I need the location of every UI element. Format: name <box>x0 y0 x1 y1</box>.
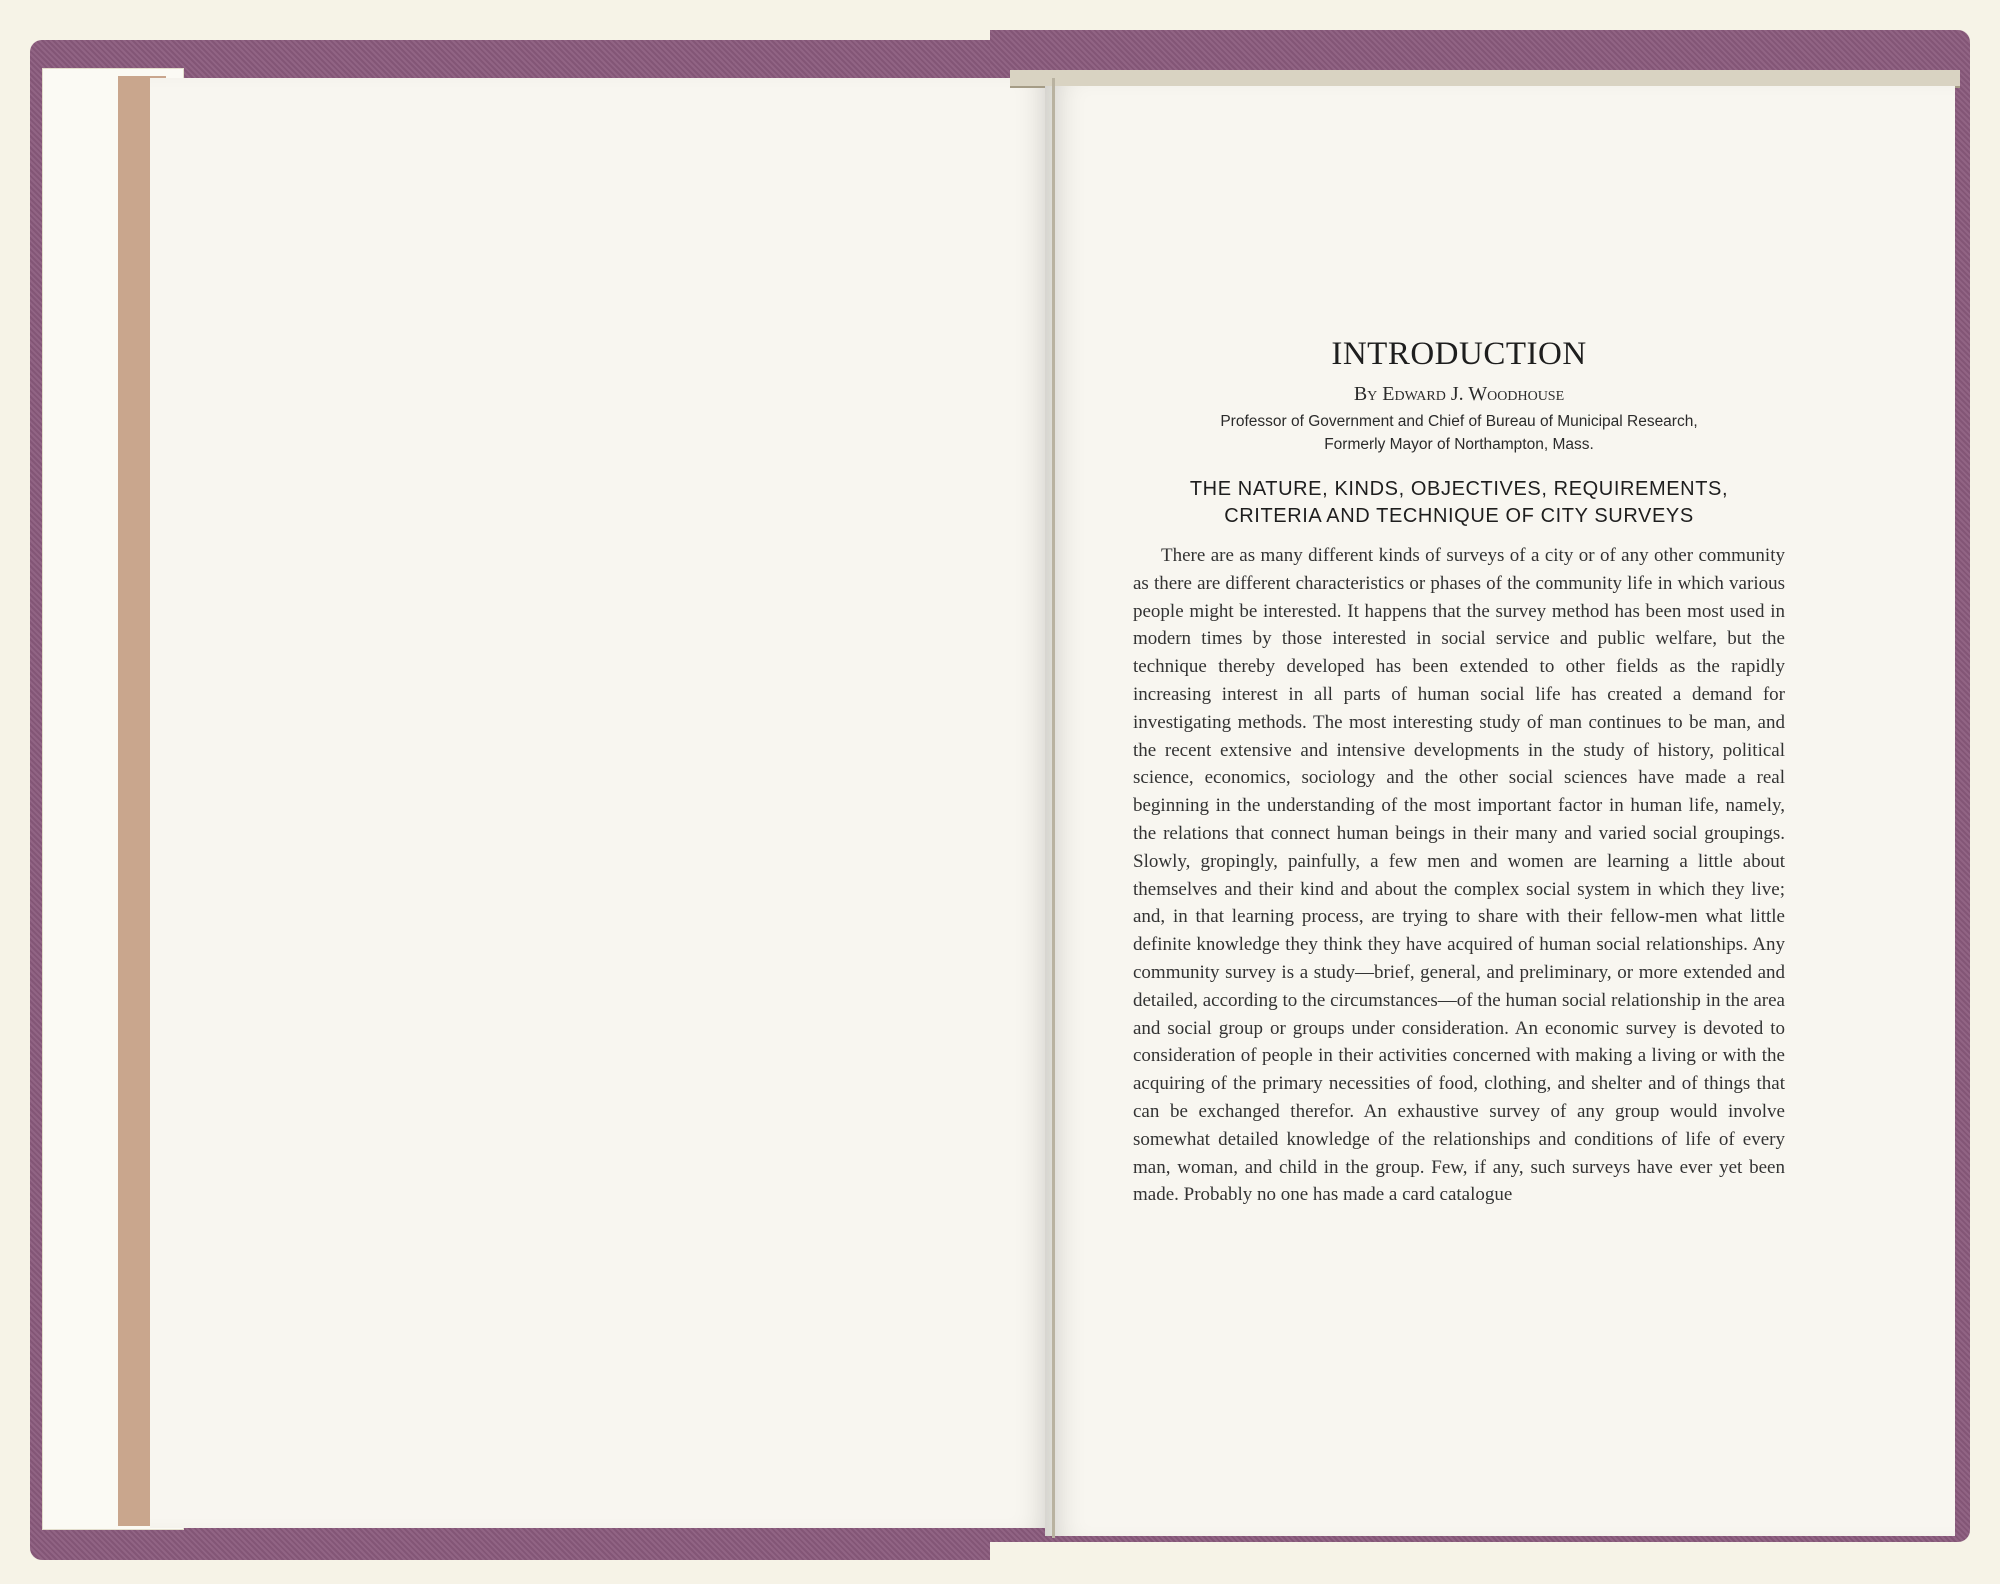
introduction-content <box>1133 336 1785 1209</box>
credentials-line-1: Professor of Government and Chief of Bureau of Municipal Research, <box>1220 413 1698 430</box>
section-heading <box>1133 476 1785 530</box>
page-title: INTRODUCTION <box>1331 336 1587 372</box>
left-page-blank <box>150 78 1055 1528</box>
body-paragraph: There are as many different kinds of surveys of a city or of any other community as there are different characteristics or phases of the community life in which various people might be interested. It happens that the survey method has been most used in modern times by those interested in social service and public welfare, but the technique thereby developed has been extended to other fields as the rapidly increasing interest in all parts of human social life has created a demand for investigating methods. The most interesting study of man continues to be man, and the recent extensive and intensive developments in the study of history, political science, economics, sociology and the other social sciences have made a real beginning in the understanding of the most important factor in human life, namely, the relations that connect human beings in their many and varied social groupings. Slowly, gropingly, painfully, a few men and women are learning a little about themselves and their kind and about the complex social system in which they live; and, in that learning process, are trying to share with their fellow-men what little definite knowledge they think they have acquired of human social relationships. Any community survey is a study—brief, general, and preliminary, or more extended and detailed, according to the circumstances—of the human social relationship in the area and social group or groups under consideration. An economic survey is devoted to consideration of people in their activities concerned with making a living or with the acquiring of the primary necessities of food, clothing, and shelter and of things that can be exchanged therefor. An exhaustive survey of any group would involve somewhat detailed knowledge of the relationships and conditions of life of every man, woman, and child in the group. Few, if any, such surveys have ever yet been made. Probably no one has made a card catalogue <box>1133 545 1785 1206</box>
book-gutter <box>1052 78 1055 1538</box>
section-heading-line-1: THE NATURE, KINDS, OBJECTIVES, REQUIREMENTS, <box>1189 478 1729 500</box>
author-credentials <box>1133 410 1785 456</box>
credentials-line-2: Formerly Mayor of Northampton, Mass. <box>1324 436 1594 453</box>
section-heading-line-2: CRITERIA AND TECHNIQUE OF CITY SURVEYS <box>1224 505 1694 527</box>
author-byline: By Edward J. Woodhouse <box>1353 383 1565 405</box>
